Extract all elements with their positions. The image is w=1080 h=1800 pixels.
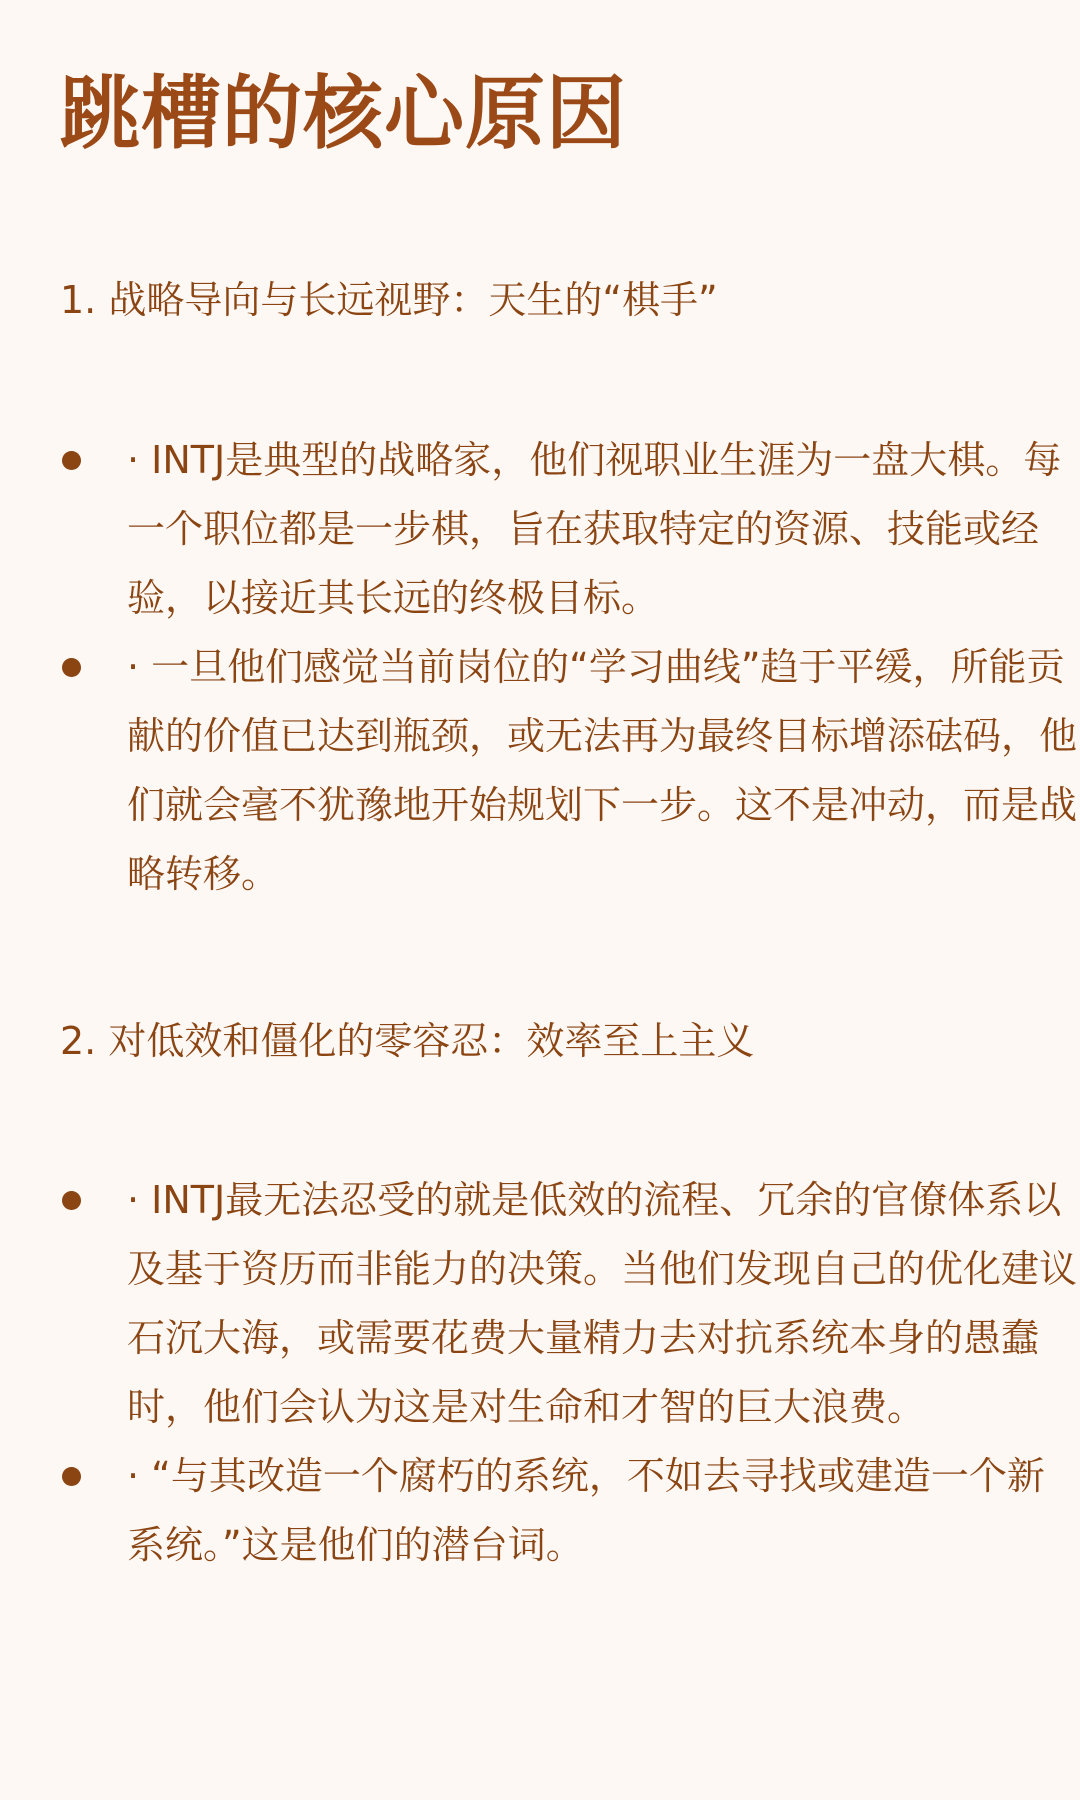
list-item	[60, 1442, 1045, 1580]
bullet-list-strategy	[60, 426, 1078, 909]
section-strategy	[60, 278, 1078, 909]
section-heading-strategy: 1. 战略导向与长远视野：天生的“棋手”	[60, 278, 718, 322]
list-item	[60, 1166, 1078, 1442]
list-item-text: · “与其改造一个腐朽的系统，不如去寻找或建造一个新系统。”这是他们的潜台词。	[127, 1454, 1045, 1568]
list-item-text: · 一旦他们感觉当前岗位的“学习曲线”趋于平缓，所能贡献的价值已达到瓶颈，或无法再为最终目标增添砝码，他们就会毫不犹豫地开始规划下一步。这不是冲动，而是战略转移。	[127, 644, 1078, 896]
list-item	[60, 633, 1078, 909]
page-title: 跳槽的核心原因	[60, 67, 627, 160]
list-item	[60, 426, 1062, 633]
section-heading-efficiency: 2. 对低效和僵化的零容忍：效率至上主义	[60, 1018, 755, 1063]
bullet-icon	[62, 1191, 81, 1210]
list-item-text: · INTJ最无法忍受的就是低效的流程、冗余的官僚体系以及基于资历而非能力的决策。当他们发现自己的优化建议石沉大海，或需要花费大量精力去对抗系统本身的愚蠢时，他们会认为这是对生命和才智的巨大浪费。	[127, 1178, 1078, 1430]
bullet-icon	[62, 451, 81, 470]
list-item-text: · INTJ是典型的战略家，他们视职业生涯为一盘大棋。每一个职位都是一步棋，旨在获取特定的资源、技能或经验，以接近其长远的终极目标。	[127, 437, 1062, 620]
bullet-list-efficiency	[60, 1166, 1078, 1580]
section-efficiency	[60, 1018, 1078, 1581]
bullet-icon	[62, 1467, 81, 1486]
bullet-icon	[62, 658, 81, 677]
